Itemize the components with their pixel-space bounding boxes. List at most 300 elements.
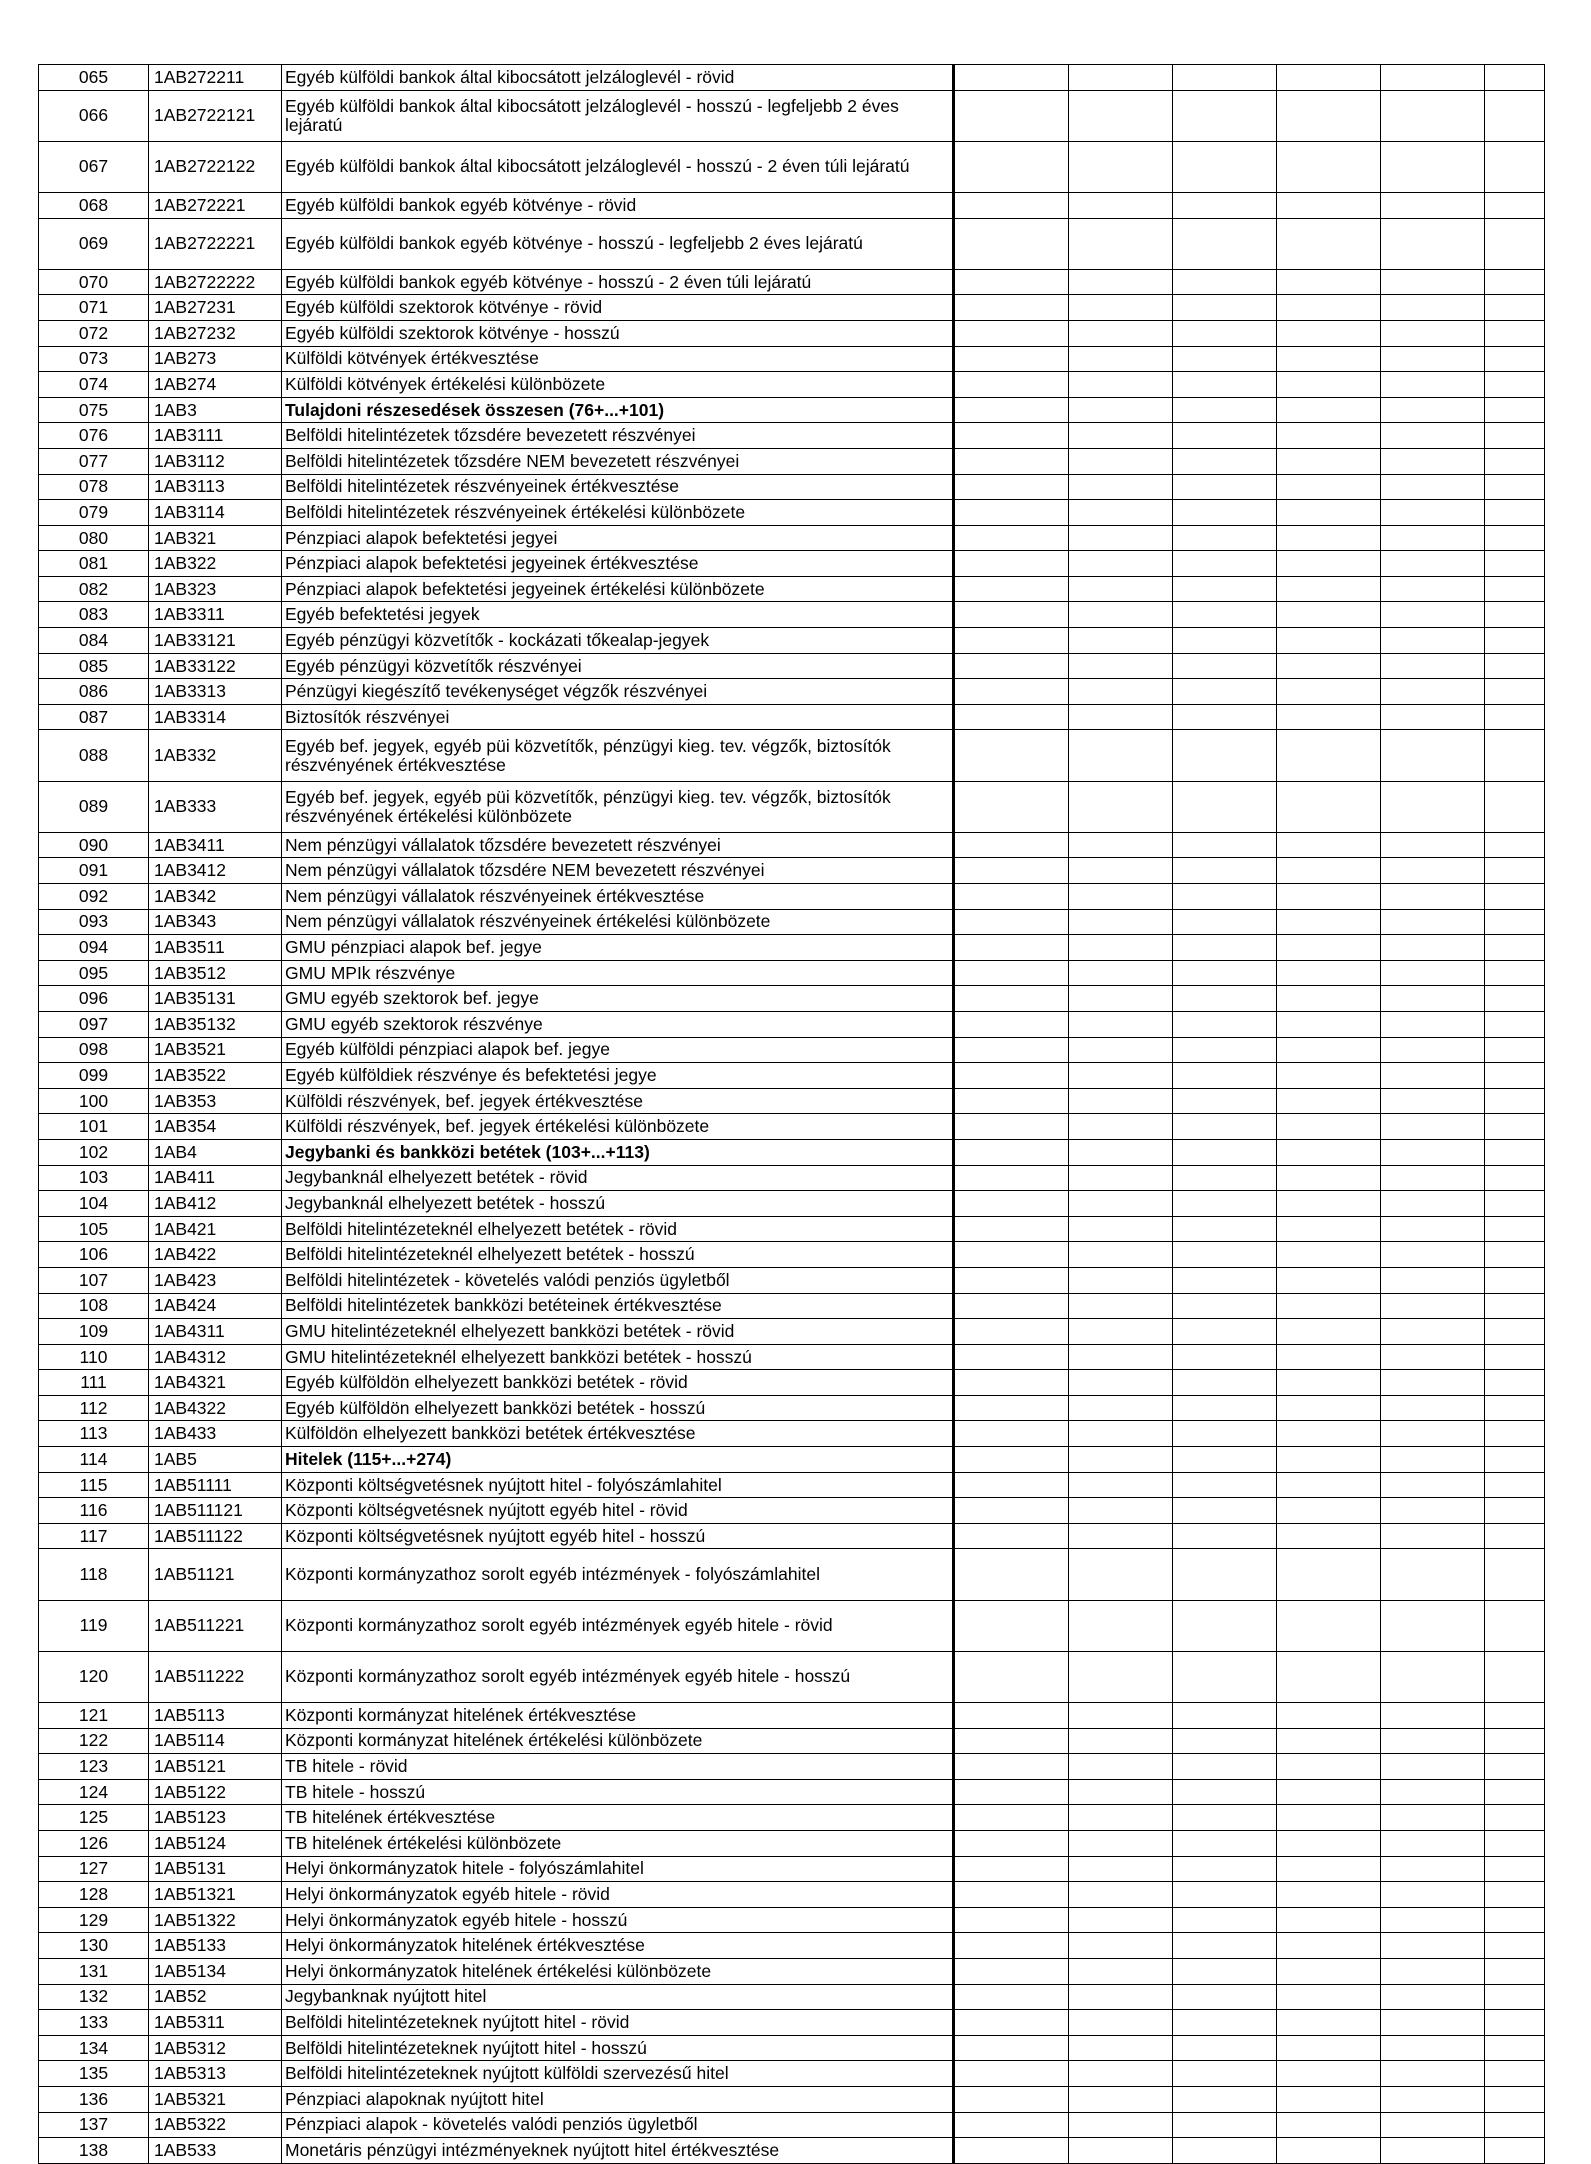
value-cell[interactable] xyxy=(1173,346,1277,372)
value-cell[interactable] xyxy=(1277,679,1381,705)
value-cell[interactable] xyxy=(1381,909,1485,935)
value-cell[interactable] xyxy=(954,576,1069,602)
value-cell[interactable] xyxy=(1277,2061,1381,2087)
value-cell[interactable] xyxy=(1173,832,1277,858)
value-cell[interactable] xyxy=(1485,781,1545,832)
value-cell[interactable] xyxy=(1277,1395,1381,1421)
value-cell[interactable] xyxy=(1381,141,1485,192)
value-cell[interactable] xyxy=(1485,2086,1545,2112)
value-cell[interactable] xyxy=(1173,1447,1277,1473)
value-cell[interactable] xyxy=(954,1523,1069,1549)
value-cell[interactable] xyxy=(1381,986,1485,1012)
value-cell[interactable] xyxy=(1173,1754,1277,1780)
value-cell[interactable] xyxy=(1173,2086,1277,2112)
value-cell[interactable] xyxy=(1173,525,1277,551)
value-cell[interactable] xyxy=(1069,1063,1173,1089)
value-cell[interactable] xyxy=(1069,1703,1173,1729)
value-cell[interactable] xyxy=(1069,448,1173,474)
value-cell[interactable] xyxy=(954,1703,1069,1729)
value-cell[interactable] xyxy=(1277,960,1381,986)
value-cell[interactable] xyxy=(1069,704,1173,730)
value-cell[interactable] xyxy=(1173,1651,1277,1702)
value-cell[interactable] xyxy=(1381,500,1485,526)
value-cell[interactable] xyxy=(1485,1651,1545,1702)
value-cell[interactable] xyxy=(1173,1395,1277,1421)
value-cell[interactable] xyxy=(1277,1267,1381,1293)
value-cell[interactable] xyxy=(1069,1191,1173,1217)
value-cell[interactable] xyxy=(1381,1063,1485,1089)
value-cell[interactable] xyxy=(1485,1779,1545,1805)
value-cell[interactable] xyxy=(1381,730,1485,781)
value-cell[interactable] xyxy=(1381,346,1485,372)
value-cell[interactable] xyxy=(954,1319,1069,1345)
value-cell[interactable] xyxy=(1277,1447,1381,1473)
value-cell[interactable] xyxy=(954,781,1069,832)
value-cell[interactable] xyxy=(1173,1984,1277,2010)
value-cell[interactable] xyxy=(1381,2061,1485,2087)
value-cell[interactable] xyxy=(1069,346,1173,372)
value-cell[interactable] xyxy=(1381,320,1485,346)
value-cell[interactable] xyxy=(954,730,1069,781)
value-cell[interactable] xyxy=(1173,628,1277,654)
value-cell[interactable] xyxy=(1381,295,1485,321)
value-cell[interactable] xyxy=(954,1447,1069,1473)
value-cell[interactable] xyxy=(1069,474,1173,500)
value-cell[interactable] xyxy=(1069,1011,1173,1037)
value-cell[interactable] xyxy=(1173,1728,1277,1754)
value-cell[interactable] xyxy=(1173,884,1277,910)
value-cell[interactable] xyxy=(1173,320,1277,346)
value-cell[interactable] xyxy=(1173,269,1277,295)
value-cell[interactable] xyxy=(954,1344,1069,1370)
value-cell[interactable] xyxy=(1277,986,1381,1012)
value-cell[interactable] xyxy=(1069,1728,1173,1754)
value-cell[interactable] xyxy=(954,679,1069,705)
value-cell[interactable] xyxy=(1069,2138,1173,2164)
value-cell[interactable] xyxy=(1485,1984,1545,2010)
value-cell[interactable] xyxy=(1069,960,1173,986)
value-cell[interactable] xyxy=(1381,1011,1485,1037)
value-cell[interactable] xyxy=(1069,832,1173,858)
value-cell[interactable] xyxy=(1381,781,1485,832)
value-cell[interactable] xyxy=(1173,1856,1277,1882)
value-cell[interactable] xyxy=(1381,448,1485,474)
value-cell[interactable] xyxy=(1173,679,1277,705)
value-cell[interactable] xyxy=(1069,423,1173,449)
value-cell[interactable] xyxy=(1277,1728,1381,1754)
value-cell[interactable] xyxy=(1381,2112,1485,2138)
value-cell[interactable] xyxy=(1173,1779,1277,1805)
value-cell[interactable] xyxy=(1485,1319,1545,1345)
value-cell[interactable] xyxy=(1277,602,1381,628)
value-cell[interactable] xyxy=(954,1037,1069,1063)
value-cell[interactable] xyxy=(1069,1370,1173,1396)
value-cell[interactable] xyxy=(954,551,1069,577)
value-cell[interactable] xyxy=(954,1754,1069,1780)
value-cell[interactable] xyxy=(1173,1216,1277,1242)
value-cell[interactable] xyxy=(1173,448,1277,474)
value-cell[interactable] xyxy=(1485,218,1545,269)
value-cell[interactable] xyxy=(1069,90,1173,141)
value-cell[interactable] xyxy=(954,346,1069,372)
value-cell[interactable] xyxy=(1381,628,1485,654)
value-cell[interactable] xyxy=(1173,500,1277,526)
value-cell[interactable] xyxy=(1277,1830,1381,1856)
value-cell[interactable] xyxy=(1381,704,1485,730)
value-cell[interactable] xyxy=(1277,2112,1381,2138)
value-cell[interactable] xyxy=(1173,372,1277,398)
value-cell[interactable] xyxy=(1277,372,1381,398)
value-cell[interactable] xyxy=(1277,1754,1381,1780)
value-cell[interactable] xyxy=(1381,1549,1485,1600)
value-cell[interactable] xyxy=(1277,1293,1381,1319)
value-cell[interactable] xyxy=(1277,1037,1381,1063)
value-cell[interactable] xyxy=(1069,1498,1173,1524)
value-cell[interactable] xyxy=(1277,295,1381,321)
value-cell[interactable] xyxy=(1277,1523,1381,1549)
value-cell[interactable] xyxy=(1381,2010,1485,2036)
value-cell[interactable] xyxy=(1381,679,1485,705)
value-cell[interactable] xyxy=(954,1267,1069,1293)
value-cell[interactable] xyxy=(1069,2035,1173,2061)
value-cell[interactable] xyxy=(1069,1088,1173,1114)
value-cell[interactable] xyxy=(1381,1037,1485,1063)
value-cell[interactable] xyxy=(1277,1139,1381,1165)
value-cell[interactable] xyxy=(1381,525,1485,551)
value-cell[interactable] xyxy=(1485,1728,1545,1754)
value-cell[interactable] xyxy=(1069,1037,1173,1063)
value-cell[interactable] xyxy=(1381,576,1485,602)
value-cell[interactable] xyxy=(1173,2112,1277,2138)
value-cell[interactable] xyxy=(1485,653,1545,679)
value-cell[interactable] xyxy=(954,858,1069,884)
value-cell[interactable] xyxy=(1277,397,1381,423)
value-cell[interactable] xyxy=(1173,1011,1277,1037)
value-cell[interactable] xyxy=(1277,1319,1381,1345)
value-cell[interactable] xyxy=(1069,1523,1173,1549)
value-cell[interactable] xyxy=(1381,1907,1485,1933)
value-cell[interactable] xyxy=(1277,1088,1381,1114)
value-cell[interactable] xyxy=(1381,1600,1485,1651)
value-cell[interactable] xyxy=(1485,1063,1545,1089)
value-cell[interactable] xyxy=(954,1421,1069,1447)
value-cell[interactable] xyxy=(1485,1600,1545,1651)
value-cell[interactable] xyxy=(1485,1907,1545,1933)
value-cell[interactable] xyxy=(1277,500,1381,526)
value-cell[interactable] xyxy=(1069,269,1173,295)
value-cell[interactable] xyxy=(1069,1267,1173,1293)
value-cell[interactable] xyxy=(954,1728,1069,1754)
value-cell[interactable] xyxy=(1173,1421,1277,1447)
value-cell[interactable] xyxy=(1485,1472,1545,1498)
value-cell[interactable] xyxy=(1277,2010,1381,2036)
value-cell[interactable] xyxy=(954,525,1069,551)
value-cell[interactable] xyxy=(1069,1958,1173,1984)
value-cell[interactable] xyxy=(1277,218,1381,269)
value-cell[interactable] xyxy=(1485,551,1545,577)
value-cell[interactable] xyxy=(954,2035,1069,2061)
value-cell[interactable] xyxy=(1069,730,1173,781)
value-cell[interactable] xyxy=(1173,1191,1277,1217)
value-cell[interactable] xyxy=(1173,1293,1277,1319)
value-cell[interactable] xyxy=(1381,1344,1485,1370)
value-cell[interactable] xyxy=(1173,218,1277,269)
value-cell[interactable] xyxy=(1277,884,1381,910)
value-cell[interactable] xyxy=(1277,141,1381,192)
value-cell[interactable] xyxy=(1381,372,1485,398)
value-cell[interactable] xyxy=(1173,1037,1277,1063)
value-cell[interactable] xyxy=(954,192,1069,218)
value-cell[interactable] xyxy=(1381,1139,1485,1165)
value-cell[interactable] xyxy=(954,1293,1069,1319)
value-cell[interactable] xyxy=(1173,474,1277,500)
value-cell[interactable] xyxy=(1381,1703,1485,1729)
value-cell[interactable] xyxy=(1485,2061,1545,2087)
value-cell[interactable] xyxy=(1069,1856,1173,1882)
value-cell[interactable] xyxy=(1173,653,1277,679)
value-cell[interactable] xyxy=(1173,909,1277,935)
value-cell[interactable] xyxy=(954,2061,1069,2087)
value-cell[interactable] xyxy=(1381,1805,1485,1831)
value-cell[interactable] xyxy=(1069,576,1173,602)
value-cell[interactable] xyxy=(1277,935,1381,961)
value-cell[interactable] xyxy=(1069,986,1173,1012)
value-cell[interactable] xyxy=(1069,1165,1173,1191)
value-cell[interactable] xyxy=(1381,551,1485,577)
value-cell[interactable] xyxy=(1485,90,1545,141)
value-cell[interactable] xyxy=(1485,1267,1545,1293)
value-cell[interactable] xyxy=(1173,1958,1277,1984)
value-cell[interactable] xyxy=(1069,372,1173,398)
value-cell[interactable] xyxy=(1173,1267,1277,1293)
value-cell[interactable] xyxy=(1485,1703,1545,1729)
value-cell[interactable] xyxy=(1485,1958,1545,1984)
value-cell[interactable] xyxy=(1381,2035,1485,2061)
value-cell[interactable] xyxy=(1277,1933,1381,1959)
value-cell[interactable] xyxy=(1381,1216,1485,1242)
value-cell[interactable] xyxy=(1173,1472,1277,1498)
value-cell[interactable] xyxy=(1173,960,1277,986)
value-cell[interactable] xyxy=(1069,858,1173,884)
value-cell[interactable] xyxy=(1173,2035,1277,2061)
value-cell[interactable] xyxy=(1381,192,1485,218)
value-cell[interactable] xyxy=(1485,1805,1545,1831)
value-cell[interactable] xyxy=(1069,1344,1173,1370)
value-cell[interactable] xyxy=(1485,474,1545,500)
value-cell[interactable] xyxy=(1069,602,1173,628)
value-cell[interactable] xyxy=(954,448,1069,474)
value-cell[interactable] xyxy=(1381,960,1485,986)
value-cell[interactable] xyxy=(954,1088,1069,1114)
value-cell[interactable] xyxy=(1381,397,1485,423)
value-cell[interactable] xyxy=(1485,1114,1545,1140)
value-cell[interactable] xyxy=(1173,397,1277,423)
value-cell[interactable] xyxy=(1381,1421,1485,1447)
value-cell[interactable] xyxy=(1069,1421,1173,1447)
value-cell[interactable] xyxy=(954,1395,1069,1421)
value-cell[interactable] xyxy=(1485,1882,1545,1908)
value-cell[interactable] xyxy=(1069,935,1173,961)
value-cell[interactable] xyxy=(1485,295,1545,321)
value-cell[interactable] xyxy=(1277,2138,1381,2164)
value-cell[interactable] xyxy=(1485,1088,1545,1114)
value-cell[interactable] xyxy=(1485,858,1545,884)
value-cell[interactable] xyxy=(1485,320,1545,346)
value-cell[interactable] xyxy=(1173,1498,1277,1524)
value-cell[interactable] xyxy=(1069,1242,1173,1268)
value-cell[interactable] xyxy=(1485,1216,1545,1242)
value-cell[interactable] xyxy=(954,1242,1069,1268)
value-cell[interactable] xyxy=(1381,858,1485,884)
value-cell[interactable] xyxy=(1485,1754,1545,1780)
value-cell[interactable] xyxy=(1381,1933,1485,1959)
value-cell[interactable] xyxy=(1069,1319,1173,1345)
value-cell[interactable] xyxy=(1485,1395,1545,1421)
value-cell[interactable] xyxy=(1277,1651,1381,1702)
value-cell[interactable] xyxy=(954,1216,1069,1242)
value-cell[interactable] xyxy=(1485,500,1545,526)
value-cell[interactable] xyxy=(1069,1114,1173,1140)
value-cell[interactable] xyxy=(1069,1472,1173,1498)
value-cell[interactable] xyxy=(1069,1830,1173,1856)
value-cell[interactable] xyxy=(1381,653,1485,679)
value-cell[interactable] xyxy=(1069,1984,1173,2010)
value-cell[interactable] xyxy=(1485,909,1545,935)
value-cell[interactable] xyxy=(954,935,1069,961)
value-cell[interactable] xyxy=(1485,1293,1545,1319)
value-cell[interactable] xyxy=(1485,986,1545,1012)
value-cell[interactable] xyxy=(954,423,1069,449)
value-cell[interactable] xyxy=(1277,320,1381,346)
value-cell[interactable] xyxy=(1381,1498,1485,1524)
value-cell[interactable] xyxy=(954,704,1069,730)
value-cell[interactable] xyxy=(954,1830,1069,1856)
value-cell[interactable] xyxy=(1381,1754,1485,1780)
value-cell[interactable] xyxy=(954,909,1069,935)
value-cell[interactable] xyxy=(1485,602,1545,628)
value-cell[interactable] xyxy=(954,1114,1069,1140)
value-cell[interactable] xyxy=(1277,2086,1381,2112)
value-cell[interactable] xyxy=(1485,1011,1545,1037)
value-cell[interactable] xyxy=(1485,397,1545,423)
value-cell[interactable] xyxy=(1173,1549,1277,1600)
value-cell[interactable] xyxy=(1173,1088,1277,1114)
value-cell[interactable] xyxy=(954,2086,1069,2112)
value-cell[interactable] xyxy=(1069,1779,1173,1805)
value-cell[interactable] xyxy=(954,832,1069,858)
value-cell[interactable] xyxy=(1381,1165,1485,1191)
value-cell[interactable] xyxy=(1485,576,1545,602)
value-cell[interactable] xyxy=(954,1370,1069,1396)
value-cell[interactable] xyxy=(1381,1191,1485,1217)
value-cell[interactable] xyxy=(1277,1882,1381,1908)
value-cell[interactable] xyxy=(954,602,1069,628)
value-cell[interactable] xyxy=(1277,1472,1381,1498)
value-cell[interactable] xyxy=(1069,1293,1173,1319)
value-cell[interactable] xyxy=(1381,832,1485,858)
value-cell[interactable] xyxy=(1381,1267,1485,1293)
value-cell[interactable] xyxy=(1069,2086,1173,2112)
value-cell[interactable] xyxy=(1069,65,1173,91)
value-cell[interactable] xyxy=(1485,1242,1545,1268)
value-cell[interactable] xyxy=(1485,1139,1545,1165)
value-cell[interactable] xyxy=(1381,1370,1485,1396)
value-cell[interactable] xyxy=(1173,1139,1277,1165)
value-cell[interactable] xyxy=(954,1882,1069,1908)
value-cell[interactable] xyxy=(954,141,1069,192)
value-cell[interactable] xyxy=(954,1933,1069,1959)
value-cell[interactable] xyxy=(1277,1011,1381,1037)
value-cell[interactable] xyxy=(1277,65,1381,91)
value-cell[interactable] xyxy=(1277,1191,1381,1217)
value-cell[interactable] xyxy=(954,1958,1069,1984)
value-cell[interactable] xyxy=(1485,960,1545,986)
value-cell[interactable] xyxy=(1485,1523,1545,1549)
value-cell[interactable] xyxy=(1277,1703,1381,1729)
value-cell[interactable] xyxy=(1381,474,1485,500)
value-cell[interactable] xyxy=(1277,1063,1381,1089)
value-cell[interactable] xyxy=(1277,2035,1381,2061)
value-cell[interactable] xyxy=(1381,90,1485,141)
value-cell[interactable] xyxy=(954,1907,1069,1933)
value-cell[interactable] xyxy=(1069,679,1173,705)
value-cell[interactable] xyxy=(954,1600,1069,1651)
value-cell[interactable] xyxy=(1173,1063,1277,1089)
value-cell[interactable] xyxy=(1277,474,1381,500)
value-cell[interactable] xyxy=(1277,1370,1381,1396)
value-cell[interactable] xyxy=(1485,372,1545,398)
value-cell[interactable] xyxy=(1485,2138,1545,2164)
value-cell[interactable] xyxy=(1381,1651,1485,1702)
value-cell[interactable] xyxy=(954,500,1069,526)
value-cell[interactable] xyxy=(1485,423,1545,449)
value-cell[interactable] xyxy=(1173,576,1277,602)
value-cell[interactable] xyxy=(1173,65,1277,91)
value-cell[interactable] xyxy=(1173,2138,1277,2164)
value-cell[interactable] xyxy=(1381,1293,1485,1319)
value-cell[interactable] xyxy=(1173,1907,1277,1933)
value-cell[interactable] xyxy=(1485,448,1545,474)
value-cell[interactable] xyxy=(1173,1165,1277,1191)
value-cell[interactable] xyxy=(1277,832,1381,858)
value-cell[interactable] xyxy=(1069,1600,1173,1651)
value-cell[interactable] xyxy=(1485,346,1545,372)
value-cell[interactable] xyxy=(954,269,1069,295)
value-cell[interactable] xyxy=(1277,1856,1381,1882)
value-cell[interactable] xyxy=(1277,1549,1381,1600)
value-cell[interactable] xyxy=(1069,500,1173,526)
value-cell[interactable] xyxy=(954,628,1069,654)
value-cell[interactable] xyxy=(1173,1523,1277,1549)
value-cell[interactable] xyxy=(1173,551,1277,577)
value-cell[interactable] xyxy=(1485,1498,1545,1524)
value-cell[interactable] xyxy=(954,2112,1069,2138)
value-cell[interactable] xyxy=(1069,1882,1173,1908)
value-cell[interactable] xyxy=(1173,858,1277,884)
value-cell[interactable] xyxy=(1485,628,1545,654)
value-cell[interactable] xyxy=(1173,1830,1277,1856)
value-cell[interactable] xyxy=(1277,1805,1381,1831)
value-cell[interactable] xyxy=(1173,935,1277,961)
value-cell[interactable] xyxy=(954,1651,1069,1702)
value-cell[interactable] xyxy=(1485,269,1545,295)
value-cell[interactable] xyxy=(1485,2112,1545,2138)
value-cell[interactable] xyxy=(1069,628,1173,654)
value-cell[interactable] xyxy=(1173,602,1277,628)
value-cell[interactable] xyxy=(1173,1344,1277,1370)
value-cell[interactable] xyxy=(1485,525,1545,551)
value-cell[interactable] xyxy=(1381,1395,1485,1421)
